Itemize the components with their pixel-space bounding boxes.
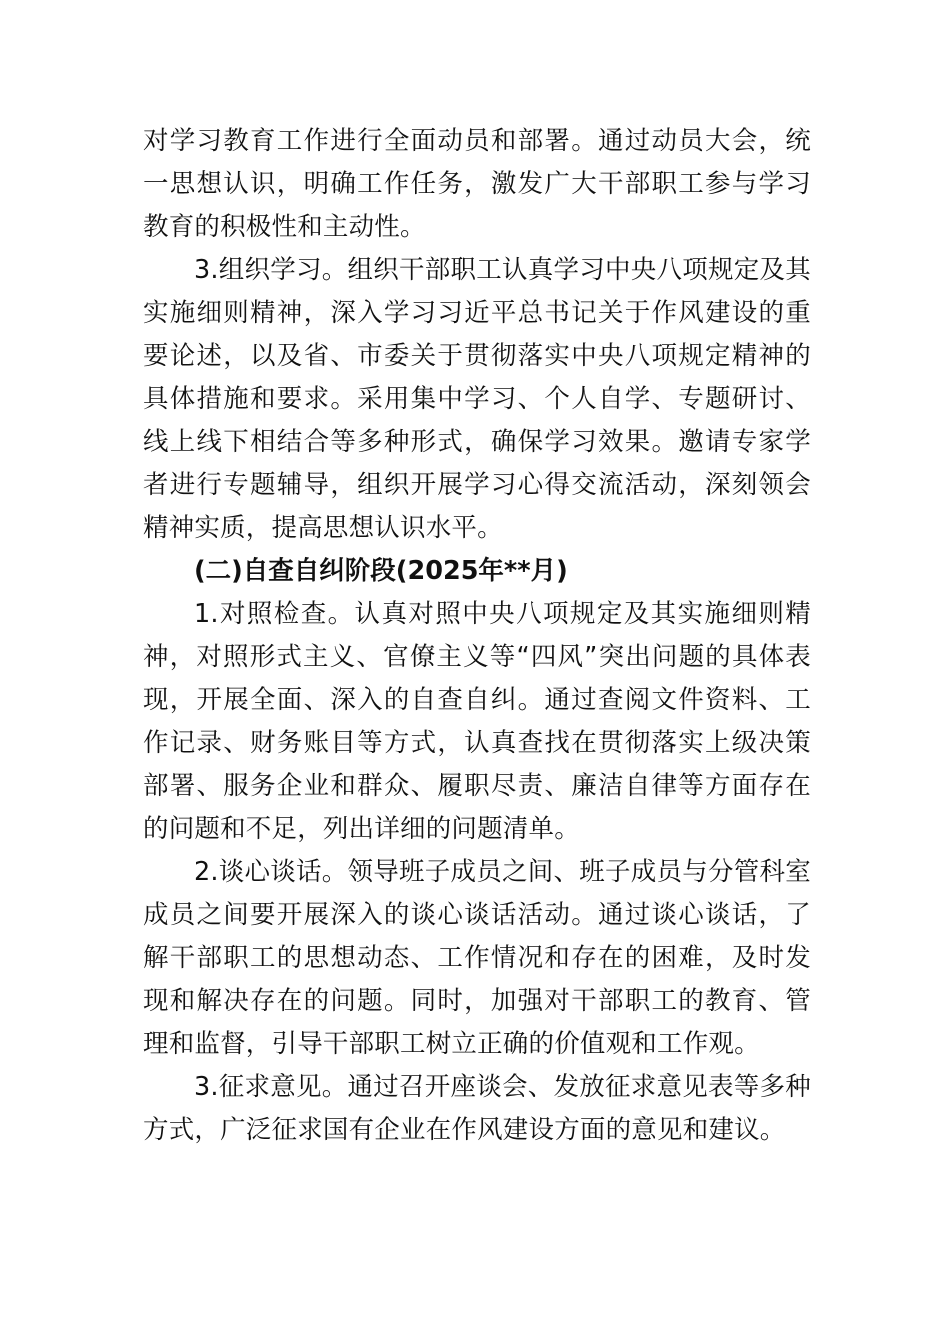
paragraph-heart-to-heart-talks: 2.谈心谈话。领导班子成员之间、班子成员与分管科室成员之间要开展深入的谈心谈话活动。通过谈心谈话，了解干部职工的思想动态、工作情况和存在的困难，及时发现和解决存在的问题。同时，加强对干部职工的教育、管理和监督，引导干部职工树立正确的价值观和工作观。: [143, 857, 811, 1059]
paragraph-solicit-opinions: 3.征求意见。通过召开座谈会、发放征求意见表等多种方式，广泛征求国有企业在作风建设方面的意见和建议。: [143, 1072, 811, 1145]
paragraph-cross-check: 1.对照检查。认真对照中央八项规定及其实施细则精神，对照形式主义、官僚主义等“四风”突出问题的具体表现，开展全面、深入的自查自纠。通过查阅文件资料、工作记录、财务账目等方式，认真查找在贯彻落实上级决策部署、服务企业和群众、履职尽责、廉洁自律等方面存在的问题和不足，列出详细的问题清单。: [143, 599, 811, 844]
document-body: [143, 120, 811, 1152]
section-heading-self-inspection: (二)自查自纠阶段(2025年**月): [194, 556, 568, 586]
paragraph-organize-study: 3.组织学习。组织干部职工认真学习中央八项规定及其实施细则精神，深入学习习近平总书记关于作风建设的重要论述，以及省、市委关于贯彻落实中央八项规定精神的具体措施和要求。采用集中学习、个人自学、专题研讨、线上线下相结合等多种形式，确保学习效果。邀请专家学者进行专题辅导，组织开展学习心得交流活动，深刻领会精神实质，提高思想认识水平。: [143, 255, 811, 543]
paragraph-mobilization-continued: 对学习教育工作进行全面动员和部署。通过动员大会，统一思想认识，明确工作任务，激发广大干部职工参与学习教育的积极性和主动性。: [143, 126, 811, 242]
